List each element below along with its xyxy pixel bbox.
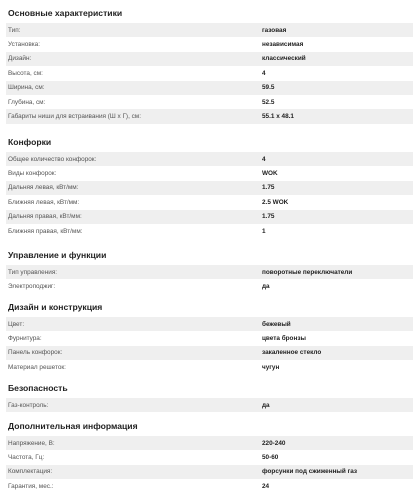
- spec-label: Электроподжиг:: [8, 283, 56, 291]
- spec-section: [6, 301, 413, 375]
- spec-value: закаленное стекло: [262, 349, 322, 357]
- spec-label: Газ-контроль:: [8, 401, 49, 409]
- spec-row: [6, 398, 413, 412]
- spec-row: [6, 360, 413, 374]
- spec-value: 59.5: [262, 84, 275, 92]
- spec-row: [6, 465, 413, 479]
- spec-value: 1.75: [262, 184, 275, 192]
- spec-label: Дальняя правая, кВт/мм:: [8, 213, 82, 221]
- spec-value: 4: [262, 155, 266, 163]
- spec-label: Ближняя правая, кВт/мм:: [8, 227, 83, 235]
- spec-label: Частота, Гц:: [8, 454, 45, 462]
- section-title: Дизайн и конструкция: [8, 302, 103, 312]
- spec-row: [6, 224, 413, 238]
- spec-label: Высота, см:: [8, 69, 43, 77]
- spec-section: [6, 420, 413, 494]
- section-title: Конфорки: [8, 137, 52, 147]
- spec-row: [6, 66, 413, 80]
- spec-value: да: [262, 401, 270, 409]
- spec-row: [6, 279, 413, 293]
- spec-row: [6, 265, 413, 279]
- spec-row: [6, 152, 413, 166]
- spec-value: 4: [262, 69, 266, 77]
- spec-value: 1: [262, 227, 266, 235]
- spec-rows: [6, 23, 413, 124]
- spec-value: да: [262, 283, 270, 291]
- spec-value: независимая: [262, 41, 304, 49]
- spec-label: Тип управления:: [8, 268, 58, 276]
- spec-label: Гарантия, мес.:: [8, 482, 54, 490]
- spec-row: [6, 317, 413, 331]
- spec-label: Дизайн:: [8, 55, 32, 63]
- spec-label: Цвет:: [8, 320, 25, 328]
- spec-label: Габариты ниши для встраивания (Ш х Г), см:: [8, 113, 141, 121]
- spec-label: Фурнитура:: [8, 335, 42, 343]
- spec-row: [6, 331, 413, 345]
- section-title: Основные характеристики: [8, 8, 123, 18]
- spec-rows: [6, 265, 413, 294]
- spec-row: [6, 109, 413, 123]
- spec-section: [6, 249, 413, 294]
- spec-value: классический: [262, 55, 306, 63]
- spec-row: [6, 52, 413, 66]
- spec-value: цвета бронзы: [262, 335, 306, 343]
- spec-value: форсунки под сжиженный газ: [262, 468, 358, 476]
- spec-row: [6, 450, 413, 464]
- spec-row: [6, 37, 413, 51]
- spec-label: Ближняя левая, кВт/мм:: [8, 198, 80, 206]
- spec-label: Комплектация:: [8, 468, 53, 476]
- spec-value: бежевый: [262, 320, 291, 328]
- spec-value: 52.5: [262, 98, 275, 106]
- spec-value: 1.75: [262, 213, 275, 221]
- spec-label: Ширина, см:: [8, 84, 45, 92]
- spec-section: [6, 136, 413, 238]
- spec-value: 220-240: [262, 439, 286, 447]
- spec-label: Тип:: [8, 26, 21, 34]
- spec-rows: [6, 436, 413, 494]
- section-title: Безопасность: [8, 383, 68, 393]
- spec-row: [6, 346, 413, 360]
- spec-row: [6, 195, 413, 209]
- spec-value: 2.5 WOK: [262, 198, 289, 206]
- spec-rows: [6, 398, 413, 412]
- spec-row: [6, 210, 413, 224]
- spec-row: [6, 436, 413, 450]
- spec-row: [6, 23, 413, 37]
- spec-value: 55.1 x 48.1: [262, 113, 294, 121]
- spec-value: WOK: [262, 170, 278, 178]
- spec-value: газовая: [262, 26, 287, 34]
- spec-row: [6, 81, 413, 95]
- spec-value: 50-60: [262, 454, 279, 462]
- spec-label: Общее количество конфорок:: [8, 155, 97, 163]
- spec-row: [6, 95, 413, 109]
- spec-section: [6, 382, 413, 412]
- spec-label: Глубина, см:: [8, 98, 46, 106]
- spec-label: Дальняя левая, кВт/мм:: [8, 184, 79, 192]
- spec-section: [6, 7, 413, 124]
- spec-value: поворотные переключатели: [262, 268, 353, 276]
- spec-row: [6, 166, 413, 180]
- spec-value: 24: [262, 482, 270, 490]
- spec-label: Панель конфорок:: [8, 349, 63, 357]
- spec-label: Напряжение, В:: [8, 439, 55, 447]
- spec-row: [6, 479, 413, 493]
- section-title: Дополнительная информация: [8, 421, 138, 431]
- section-title: Управление и функции: [8, 250, 107, 260]
- spec-label: Материал решеток:: [8, 363, 66, 371]
- spec-label: Виды конфорок:: [8, 170, 57, 178]
- spec-row: [6, 181, 413, 195]
- spec-value: чугун: [262, 363, 280, 371]
- spec-rows: [6, 317, 413, 375]
- spec-rows: [6, 152, 413, 238]
- spec-label: Установка:: [8, 41, 40, 49]
